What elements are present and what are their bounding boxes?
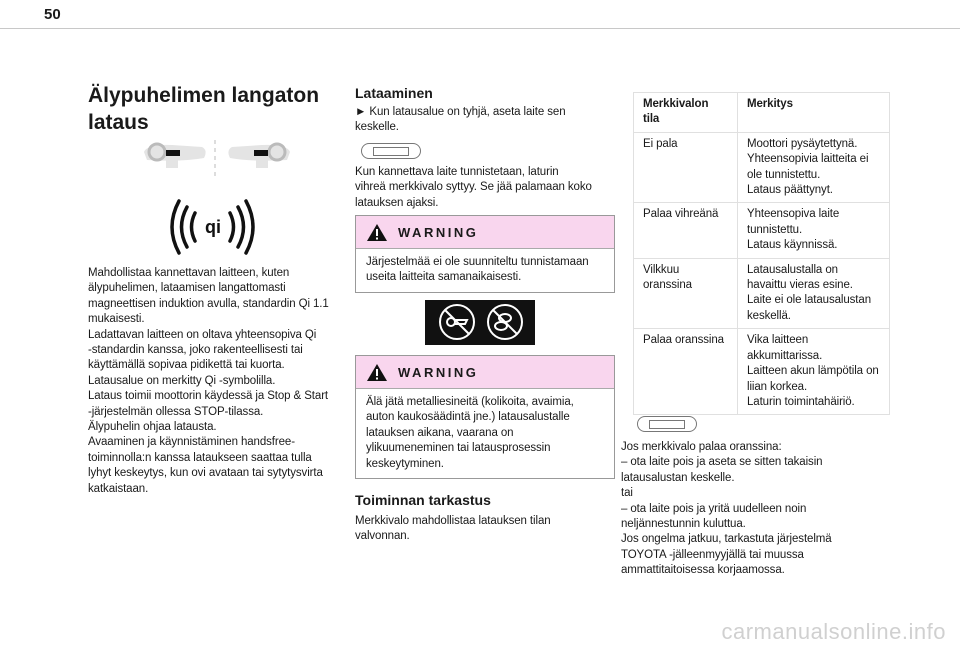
text-line: ole tunnistettu. <box>747 168 821 181</box>
text-line: vihreä merkkivalo syttyy. Se jää palamaan koko <box>355 181 592 194</box>
text-line: TOYOTA -jälleenmyyjällä tai muussa <box>621 548 804 561</box>
table-header <box>634 93 738 133</box>
text-line: Lataus toimii moottorin käydessä ja Stop & Start <box>88 390 329 403</box>
table-cell-meaning <box>738 132 890 203</box>
text-line: Latausalustalla on <box>747 263 838 276</box>
function-check-text <box>355 514 551 545</box>
svg-text:qi: qi <box>205 217 221 237</box>
page-number: 50 <box>44 6 61 23</box>
table-row <box>634 132 890 203</box>
text-line: tila <box>643 113 660 126</box>
text-line: Lataus käynnissä. <box>747 239 838 252</box>
text-line: Järjestelmää ei ole suunniteltu tunnistamaan <box>366 256 589 268</box>
text-line: keskeytyminen. <box>366 457 444 470</box>
text-line: – ota laite pois ja aseta se sitten takaisin <box>621 456 823 469</box>
warning-box <box>355 355 615 479</box>
text-line: Laite ei ole latausalustan <box>747 294 871 307</box>
text-line: magneettisen induktion avulla, standardin Qi 1.1 <box>88 297 329 310</box>
page-title <box>88 82 319 136</box>
text-line: Ladattavan laitteen on oltava yhteensopiva Qi <box>88 328 317 341</box>
text-line: ylikuumeneminen tai latausprosessin <box>366 442 551 455</box>
charging-pad-icon <box>637 416 697 432</box>
watermark: carmanualsonline.info <box>721 619 946 644</box>
text-line: Älypuhelimen langaton <box>88 84 320 107</box>
text-line: oranssina <box>643 279 692 292</box>
text-line: auton kaukosäädintä jne.) latausalustalle <box>366 411 570 424</box>
text-line: Jos ongelma jatkuu, tarkastuta järjestelmä <box>621 533 832 546</box>
text-line: latausalustan keskelle. <box>621 471 735 484</box>
text-line: havaittu vieras esine. <box>747 279 853 292</box>
text-line: liian korkea. <box>747 380 808 393</box>
text-line: Palaa oranssina <box>643 334 724 347</box>
table-cell-state <box>634 203 738 258</box>
text-line: Merkkivalo mahdollistaa latauksen tilan <box>355 515 551 527</box>
text-line: Merkitys <box>747 98 793 110</box>
text-line: tai <box>621 487 633 500</box>
charging-text <box>355 165 592 211</box>
warning-text <box>356 389 614 478</box>
text-line: Moottori pysäytettynä. <box>747 137 858 150</box>
warning-box <box>355 215 615 293</box>
table-cell-meaning <box>738 329 890 415</box>
table-cell-meaning <box>738 203 890 258</box>
header-divider <box>0 28 960 29</box>
text-line: -standardin kanssa, joko rakenteellisesti tai <box>88 344 303 357</box>
text-line: valvonnan. <box>355 530 410 543</box>
text-line: Avaaminen ja käynnistäminen handsfree- <box>88 436 295 449</box>
table-cell-state <box>634 329 738 415</box>
no-metal-objects-icon <box>425 300 535 345</box>
text-line: latauksen aikana, vaarana on <box>366 426 514 439</box>
text-line: lataus <box>88 111 149 134</box>
text-line: Latausalue on merkitty Qi -symbolilla. <box>88 374 276 387</box>
text-line: Älä jätä metalliesineitä (kolikoita, avaimia, <box>366 396 574 408</box>
car-dashboard-illustration <box>142 138 292 186</box>
text-line: Älypuhelin ohjaa latausta. <box>88 421 217 434</box>
table-row <box>634 203 890 258</box>
text-line: lyhyt keskeytys, kun ovi avataan tai sytytysvirta <box>88 467 323 480</box>
text-line: Vilkkuu <box>643 263 680 276</box>
text-line: käyttämällä sopivaa pidikettä tai kuorta. <box>88 359 285 372</box>
charging-step <box>355 105 566 136</box>
text-line: Kun kannettava laite tunnistetaan, laturin <box>355 166 559 178</box>
table-cell-meaning <box>738 258 890 329</box>
warning-label: WARNING <box>398 364 479 380</box>
intro-text <box>88 266 329 497</box>
text-line: Lataus päättynyt. <box>747 184 833 197</box>
text-line: Vika laitteen <box>747 334 809 347</box>
table-cell-state <box>634 132 738 203</box>
text-line: – ota laite pois ja yritä uudelleen noin <box>621 502 807 515</box>
text-line: älypuhelimen, lataamisen langattomasti <box>88 282 286 295</box>
text-line: akkumittarissa. <box>747 349 823 362</box>
text-line: Jos merkkivalo palaa oranssina: <box>621 441 782 453</box>
indicator-table <box>633 92 890 415</box>
warning-label: WARNING <box>398 224 479 240</box>
text-line: Merkkivalon <box>643 98 709 110</box>
text-line: keskellä. <box>747 309 791 322</box>
table-cell-state <box>634 258 738 329</box>
table-header <box>738 93 890 133</box>
warning-triangle-icon <box>366 223 388 242</box>
text-line: tunnistettu. <box>747 223 803 236</box>
text-line: ► Kun latausalue on tyhjä, aseta laite sen <box>355 106 566 118</box>
text-line: latauksen ajaksi. <box>355 196 439 209</box>
table-row <box>634 329 890 415</box>
text-line: katkaistaan. <box>88 482 149 495</box>
table-row <box>634 258 890 329</box>
section-heading-charging: Lataaminen <box>355 85 433 101</box>
text-line: mukaisesti. <box>88 313 145 326</box>
text-line: -järjestelmän ollessa STOP-tilassa. <box>88 405 264 418</box>
text-line: Yhteensopiva laite <box>747 208 840 221</box>
text-line: useita laitteita samanaikaisesti. <box>366 271 522 284</box>
section-heading-function-check: Toiminnan tarkastus <box>355 492 491 508</box>
warning-text <box>356 249 614 292</box>
charging-pad-icon <box>361 143 421 159</box>
text-line: Ei pala <box>643 137 678 150</box>
text-line: Palaa vihreänä <box>643 208 719 221</box>
text-line: neljännestunnin kuluttua. <box>621 518 746 531</box>
text-line: Laitteen akun lämpötila on <box>747 365 879 378</box>
troubleshooting-text <box>621 440 832 579</box>
text-line: ammattitaitoisessa korjaamossa. <box>621 564 785 577</box>
qi-logo-icon <box>165 198 260 259</box>
text-line: toiminnolla:n kanssa lataukseen saattaa tulla <box>88 451 312 464</box>
warning-triangle-icon <box>366 363 388 382</box>
text-line: keskelle. <box>355 121 399 134</box>
text-line: Mahdollistaa kannettavan laitteen, kuten <box>88 267 290 279</box>
text-line: Yhteensopivia laitteita ei <box>747 153 869 166</box>
text-line: Laturin toimintahäiriö. <box>747 395 855 408</box>
